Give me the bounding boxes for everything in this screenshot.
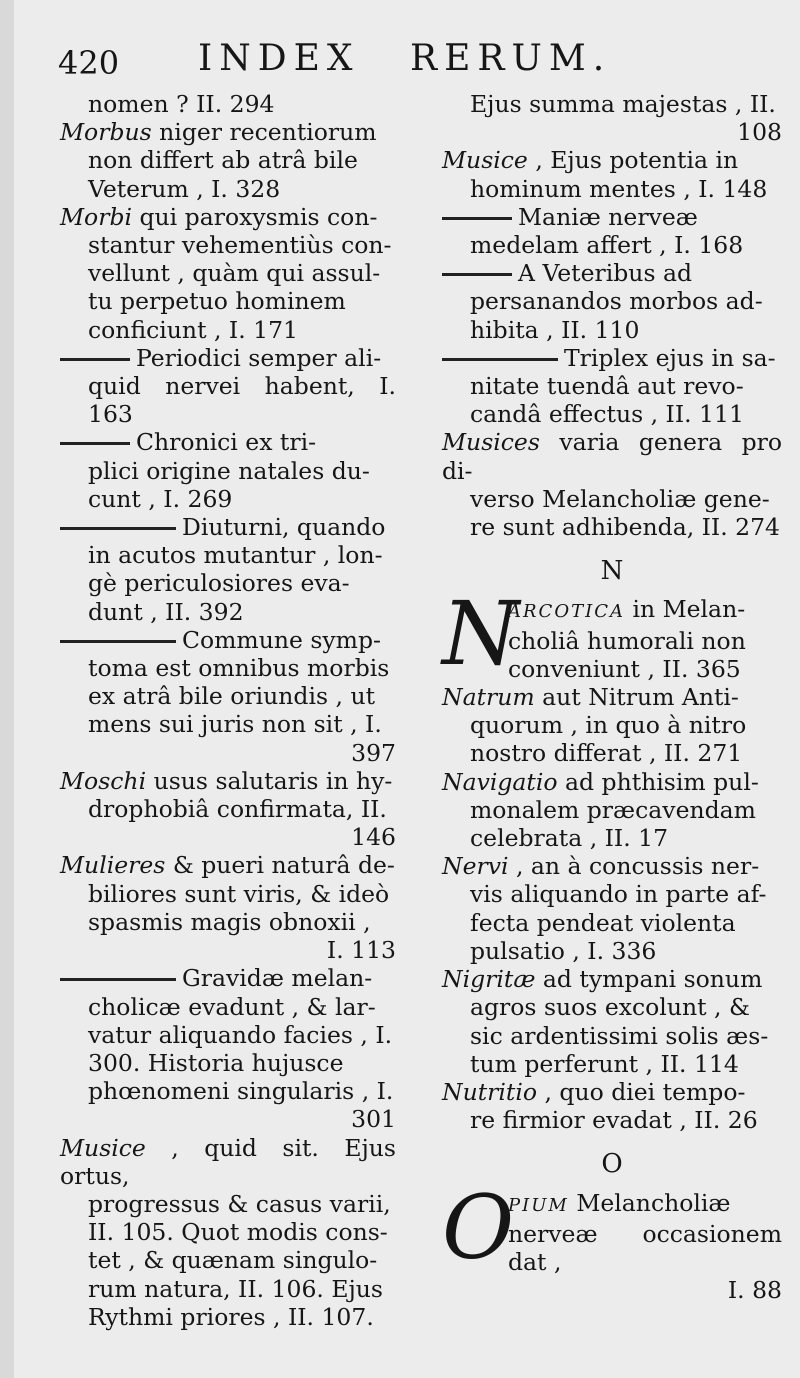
page xyxy=(14,0,800,1378)
entry-line xyxy=(88,90,396,118)
entry-line xyxy=(442,937,782,965)
entry-line xyxy=(442,146,782,174)
entry-text: ad phthisim pul- xyxy=(565,767,759,796)
entry-line: nerveæ occasionem dat , xyxy=(508,1219,782,1276)
entry-text: Maniæ nerveæ xyxy=(518,202,698,231)
entry-line xyxy=(60,598,396,626)
entry-line xyxy=(60,175,396,203)
index-entry xyxy=(442,146,782,202)
entry-text: usus salutaris in hy- xyxy=(153,766,393,795)
entry-text: mens sui juris non sit , I. xyxy=(88,710,382,739)
entry-line xyxy=(442,880,782,908)
entry-text: drophobiâ confirmata, II. xyxy=(88,795,387,824)
ditto-rule xyxy=(60,358,130,361)
ditto-rule xyxy=(60,527,176,530)
entry-line xyxy=(442,909,782,937)
entry-text: plici origine natales du- xyxy=(88,456,370,485)
index-entry xyxy=(60,203,396,344)
entry-text: varia genera pro di- xyxy=(442,428,782,485)
entry-text: , quo diei tempo- xyxy=(544,1077,746,1106)
entry-text: cunt , I. 269 xyxy=(88,484,233,513)
index-entry xyxy=(60,118,396,203)
entry-text: , quid sit. Ejus ortus, xyxy=(60,1133,396,1190)
entry-text: monalem præcavendam xyxy=(470,795,756,824)
entry-line xyxy=(60,795,396,823)
entry-headword: Nigritæ xyxy=(442,965,536,994)
left-column xyxy=(60,90,396,1331)
entry-line xyxy=(60,993,396,1021)
entry-line xyxy=(60,118,396,146)
entry-line xyxy=(60,908,396,936)
entry-line xyxy=(60,1218,396,1246)
entry-text: Veterum , I. 328 xyxy=(88,174,281,203)
entry-line xyxy=(442,824,782,852)
right-column-m-entries xyxy=(442,90,782,541)
entry-text: ex atrâ bile oriundis , ut xyxy=(88,682,376,711)
entry-headword: Musice xyxy=(442,146,528,175)
entry-line xyxy=(442,287,782,315)
entry-text: phœnomeni singularis , I. xyxy=(88,1077,394,1106)
entry-line xyxy=(60,372,396,428)
index-entry xyxy=(60,90,396,118)
entry-text: nomen ? II. 294 xyxy=(88,90,275,118)
entry-line xyxy=(60,344,396,372)
ditto-rule xyxy=(60,640,176,643)
entry-text: ad tympani sonum xyxy=(542,965,763,994)
entry-line xyxy=(442,400,782,428)
entry-text: cholicæ evadunt , & lar- xyxy=(88,992,376,1021)
entry-line xyxy=(442,231,782,259)
ditto-rule xyxy=(60,978,176,981)
entry-line: choliâ humorali non xyxy=(508,626,746,655)
entry-text: conficiunt , I. 171 xyxy=(88,315,298,344)
index-entry xyxy=(442,259,782,344)
ditto-rule xyxy=(442,358,558,361)
entry-reference: 146 xyxy=(351,823,396,852)
entry-line xyxy=(442,993,782,1021)
entry-line xyxy=(60,710,396,738)
entry-text: vellunt , quàm qui assul- xyxy=(88,259,381,288)
entry-text: toma est omnibus morbis xyxy=(88,654,390,683)
entry-text: tu perpetuo hominem xyxy=(88,287,346,316)
entry-line xyxy=(60,259,396,287)
entry-text: medelam affert , I. 168 xyxy=(470,231,744,260)
entry-line xyxy=(442,1106,782,1134)
entry-line xyxy=(60,287,396,315)
entry-line xyxy=(60,428,396,456)
entry-text: & pueri naturâ de- xyxy=(172,851,395,880)
entry-line xyxy=(60,682,396,710)
index-entry xyxy=(60,767,396,852)
section-letter-n: N xyxy=(600,556,624,587)
entry-line xyxy=(470,90,782,118)
entry-line xyxy=(442,768,782,796)
entry-line xyxy=(442,852,782,880)
entry-headword: Mulieres xyxy=(60,851,166,880)
entry-text: re sunt adhibenda, II. 274 xyxy=(470,513,780,542)
index-entry xyxy=(442,768,782,853)
entry-text: quorum , in quo à nitro xyxy=(470,711,747,740)
entry-headword: Natrum xyxy=(442,683,535,712)
entry-text: Chronici ex tri- xyxy=(136,428,317,457)
entry-line xyxy=(60,541,396,569)
entry-text: vis aliquando in parte af- xyxy=(470,880,767,909)
entry-text: aut Nitrum Anti- xyxy=(542,683,739,712)
entry-line xyxy=(60,1077,396,1105)
entry-text: celebrata , II. 17 xyxy=(470,824,669,853)
index-entry xyxy=(60,428,396,513)
entry-text: Periodici semper ali- xyxy=(136,343,382,372)
entry-line xyxy=(60,1303,396,1331)
index-entry xyxy=(60,964,396,1133)
entry-line xyxy=(60,964,396,992)
entry-line xyxy=(442,316,782,344)
entry-text: niger recentiorum xyxy=(159,118,377,147)
entry-line xyxy=(442,1050,782,1078)
entry-line xyxy=(60,1134,396,1190)
index-entry xyxy=(442,852,782,965)
index-entry xyxy=(442,683,782,768)
entry-line xyxy=(60,851,396,879)
entry-text: progressus & casus varii, xyxy=(88,1189,391,1218)
entry-text: nitate tuendâ aut revo- xyxy=(470,372,744,401)
index-entry xyxy=(60,513,396,626)
header-title-index: INDEX xyxy=(198,38,360,79)
entry-reference: 397 xyxy=(351,738,396,767)
entry-text: tum perferunt , II. 114 xyxy=(470,1049,739,1078)
entry-line xyxy=(60,485,396,513)
entry-line xyxy=(60,569,396,597)
entry-text: hibita , II. 110 xyxy=(470,315,640,344)
entry-text: verso Melancholiæ gene- xyxy=(470,484,770,513)
index-entry xyxy=(60,851,396,964)
entry-headword: Musice xyxy=(60,1133,146,1162)
index-entry xyxy=(60,344,396,429)
entry-text: vatur aliquando facies , I. xyxy=(88,1020,393,1049)
entry-line xyxy=(442,965,782,993)
running-header xyxy=(58,38,778,90)
entry-line xyxy=(60,513,396,541)
ditto-rule xyxy=(60,442,130,445)
entry-headword: Nutritio xyxy=(442,1077,537,1106)
index-entry xyxy=(442,1078,782,1134)
entry-text: spasmis magis obnoxii , xyxy=(88,907,371,936)
entry-line: in Melan- xyxy=(632,595,746,624)
entry-text: in acutos mutantur , lon- xyxy=(88,541,383,570)
entry-text: non differt ab atrâ bile xyxy=(88,146,358,175)
entry-reference: I. 113 xyxy=(326,936,396,965)
section-letter-o: O xyxy=(601,1149,623,1180)
entry-line xyxy=(442,485,782,513)
entry-text: persanandos morbos ad- xyxy=(470,287,763,316)
entry-line xyxy=(60,767,396,795)
index-entry xyxy=(442,203,782,259)
right-column-n-entries xyxy=(442,683,782,1134)
entry-text: hominum mentes , I. 148 xyxy=(470,174,768,203)
entry-text: rum natura, II. 106. Ejus xyxy=(88,1274,383,1303)
entry-headword: Nervi xyxy=(442,852,509,881)
entry-text: A Veteribus ad xyxy=(518,259,693,288)
entry-headword: Morbi xyxy=(60,202,133,231)
entry-headword: Musices xyxy=(442,428,540,457)
entry-text: agros suos excolunt , & xyxy=(470,993,750,1022)
dropcap-n: N xyxy=(442,582,519,686)
entry-line xyxy=(442,739,782,767)
index-entry xyxy=(60,1134,396,1331)
entry-text: fecta pendeat violenta xyxy=(470,908,736,937)
entry-line xyxy=(60,626,396,654)
entry-text: Commune symp- xyxy=(182,625,381,654)
entry-text: sic ardentissimi solis æs- xyxy=(470,1021,769,1050)
entry-line xyxy=(60,1049,396,1077)
ditto-rule xyxy=(442,273,512,276)
entry-text: quid nervei habent, I. 163 xyxy=(88,372,396,429)
entry-line xyxy=(442,175,782,203)
entry-line xyxy=(442,344,782,372)
entry-reference: 301 xyxy=(351,1105,396,1134)
entry-text: stantur vehementiùs con- xyxy=(88,231,392,260)
entry-line xyxy=(60,457,396,485)
entry-line xyxy=(60,231,396,259)
dropcap-o: O xyxy=(442,1175,515,1279)
index-entry xyxy=(60,626,396,767)
entry-line: conveniunt , II. 365 xyxy=(508,654,741,683)
entry-reference: 108 xyxy=(737,118,782,147)
entry-line xyxy=(60,1190,396,1218)
entry-line xyxy=(442,1078,782,1106)
entry-text: pulsatio , I. 336 xyxy=(470,936,657,965)
entry-text: biliores sunt viris, & ideò xyxy=(88,879,390,908)
entry-line xyxy=(60,146,396,174)
entry-text: Diuturni, quando xyxy=(182,513,386,542)
entry-line xyxy=(60,203,396,231)
entry-line xyxy=(60,654,396,682)
entry-text: dunt , II. 392 xyxy=(88,597,244,626)
entry-reference: I. 88 xyxy=(727,1276,782,1305)
entry-headword: Moschi xyxy=(60,766,147,795)
entry-head-smallcaps: PIUM xyxy=(508,1194,569,1216)
entry-text: Gravidæ melan- xyxy=(182,964,373,993)
entry-line: Melancholiæ xyxy=(576,1188,731,1217)
entry-line xyxy=(442,428,782,484)
entry-line xyxy=(442,259,782,287)
entry-text: II. 105. Quot modis cons- xyxy=(88,1218,388,1247)
entry-line xyxy=(60,1275,396,1303)
entry-line xyxy=(442,1022,782,1050)
entry-line xyxy=(60,1021,396,1049)
entry-text: re firmior evadat , II. 26 xyxy=(470,1106,758,1135)
entry-line xyxy=(442,203,782,231)
index-entry xyxy=(442,428,782,541)
index-entry xyxy=(442,965,782,1078)
entry-text: candâ effectus , II. 111 xyxy=(470,400,744,429)
entry-text: 300. Historia hujusce xyxy=(88,1048,344,1077)
index-entry xyxy=(442,90,782,146)
entry-line xyxy=(442,796,782,824)
entry-text: Triplex ejus in sa- xyxy=(564,343,776,372)
entry-headword: Morbus xyxy=(60,118,152,147)
entry-line xyxy=(60,316,396,344)
entry-headword: Navigatio xyxy=(442,767,558,796)
entry-line xyxy=(60,1246,396,1274)
entry-head-smallcaps: ARCOTICA xyxy=(508,601,625,623)
header-title-rerum: RERUM. xyxy=(410,38,612,79)
right-column xyxy=(442,90,782,1304)
index-entry xyxy=(442,344,782,429)
ditto-rule xyxy=(442,217,512,220)
entry-text: , Ejus potentia in xyxy=(535,146,739,175)
entry-line xyxy=(442,683,782,711)
page-number: 420 xyxy=(58,44,120,82)
entry-text: , an à concussis ner- xyxy=(515,852,760,881)
entry-text: nostro differat , II. 271 xyxy=(470,739,743,768)
entry-line xyxy=(442,711,782,739)
entry-text: qui paroxysmis con- xyxy=(139,202,378,231)
entry-text: Ejus summa majestas , II. xyxy=(470,90,776,118)
entry-line xyxy=(442,513,782,541)
entry-narcotica xyxy=(442,582,782,686)
entry-text: tet , & quænam singulo- xyxy=(88,1246,378,1275)
entry-line xyxy=(60,880,396,908)
entry-line xyxy=(442,372,782,400)
entry-opium xyxy=(442,1175,782,1305)
entry-text: gè periculosiores eva- xyxy=(88,569,350,598)
entry-text: Rythmi priores , II. 107. xyxy=(88,1302,374,1331)
